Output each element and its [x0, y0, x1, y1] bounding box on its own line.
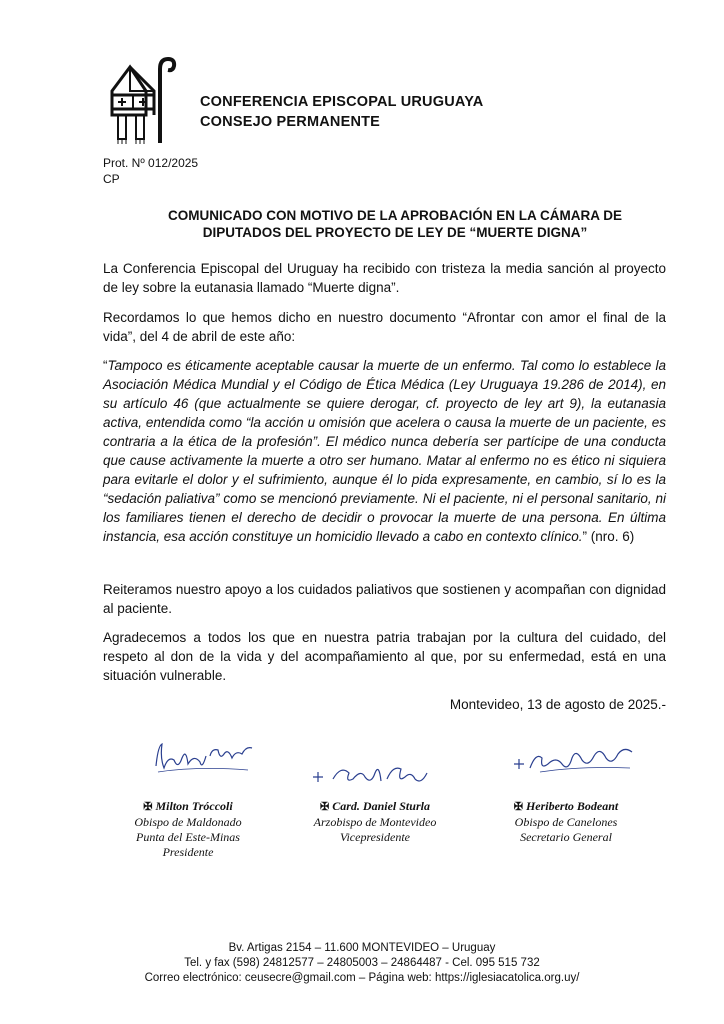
- signer-role: Obispo de Maldonado: [134, 815, 242, 829]
- footer-address: Bv. Artigas 2154 – 11.600 MONTEVIDEO – Uruguay: [228, 942, 496, 954]
- paragraph-3: Reiteramos nuestro apoyo a los cuidados paliativos que sostienen y acompañan con dignidad al paciente.: [103, 582, 666, 616]
- signer-name: ✠ Milton Tróccoli: [143, 799, 233, 813]
- cross-icon: ✠: [513, 801, 523, 813]
- signer-role: Obispo de Canelones: [514, 815, 618, 829]
- signature-block-troccoli: [118, 799, 258, 860]
- paragraph-4: Agradecemos a todos los que en nuestra patria trabajan por la cultura del cuidado, del respeto al don de la vida y del acompañamiento al que, por su enfermedad, está en una situación vulnerable.: [103, 630, 666, 683]
- signer-role: Secretario General: [520, 830, 612, 844]
- quote-open-mark: “: [103, 358, 108, 373]
- signature-sturla-image: [305, 755, 435, 795]
- quote-text: Tampoco es éticamente aceptable causar la muerte de un enfermo. Tal como lo establece la Asociación Médica Mundial y el Código de Ética Médica (Ley Uruguaya 19.286 de 2014), en su artículo 46 (que actualmente se quiere derogar, cf. proyecto de ley art 9), la eutanasia activa, entendida como “la acción u omisión que acelera o causa la muerte de un paciente, es contraria a la ética de la profesión”. El médico nunca debería ser partícipe de una conducta que cause activamente la muerte a otro ser humano. Matar al enfermo no es ético ni siquiera para evitarle el dolor y el sufrimiento, aunque él lo pida expresamente, en cambio, sí lo es la “sedación paliativa” como se mencionó previamente. Ni el paciente, ni el personal sanitario, ni los familiares tienen el derecho de decidir o provocar la muerte de una persona. En última instancia, esa acción constituye un homicidio llevado a cabo en contexto clínico.: [103, 358, 666, 544]
- cross-icon: ✠: [143, 801, 153, 813]
- document-title: [100, 207, 690, 241]
- signature-bodeant-image: [510, 738, 645, 783]
- quote-paragraph: [103, 356, 666, 546]
- title-line-1: COMUNICADO CON MOTIVO DE LA APROBACIÓN EN LA CÁMARA DE: [168, 208, 622, 223]
- footer: [0, 941, 724, 986]
- title-line-2: DIPUTADOS DEL PROYECTO DE LEY DE “MUERTE DIGNA”: [202, 225, 588, 240]
- signer-role: Presidente: [162, 845, 214, 859]
- quote-close-citation: ” (nro. 6): [582, 529, 635, 544]
- footer-contact: Correo electrónico: ceusecre@gmail.com – Página web: https://iglesiacatolica.org.uy/: [144, 972, 580, 984]
- signer-role: Vicepresidente: [340, 830, 410, 844]
- paragraph-2: Recordamos lo que hemos dicho en nuestro documento “Afrontar con amor el final de la vida”, del 4 de abril de este año:: [103, 310, 666, 344]
- cross-icon: ✠: [320, 801, 330, 813]
- protocol-cp: CP: [103, 172, 120, 186]
- org-subname: CONSEJO PERMANENTE: [200, 114, 381, 130]
- org-name: CONFERENCIA EPISCOPAL URUGUAYA: [200, 94, 484, 110]
- signer-name: ✠ Heriberto Bodeant: [513, 799, 619, 813]
- mitre-crozier-logo: [108, 55, 178, 147]
- signer-role: Punta del Este-Minas: [136, 830, 240, 844]
- signature-troccoli-image: [148, 736, 263, 781]
- footer-phone: Tel. y fax (598) 24812577 – 24805003 – 24864487 - Cel. 095 515 732: [184, 957, 540, 969]
- paragraph-1: La Conferencia Episcopal del Uruguay ha recibido con tristeza la media sanción al proyecto de ley sobre la eutanasia llamado “Muerte digna”.: [103, 261, 666, 295]
- signature-block-sturla: [300, 799, 450, 845]
- protocol-number: Prot. Nº 012/2025: [103, 156, 199, 170]
- signer-name: ✠ Card. Daniel Sturla: [320, 799, 430, 813]
- signature-block-bodeant: [496, 799, 636, 845]
- closing-date: Montevideo, 13 de agosto de 2025.-: [449, 697, 666, 712]
- signer-role: Arzobispo de Montevideo: [313, 815, 437, 829]
